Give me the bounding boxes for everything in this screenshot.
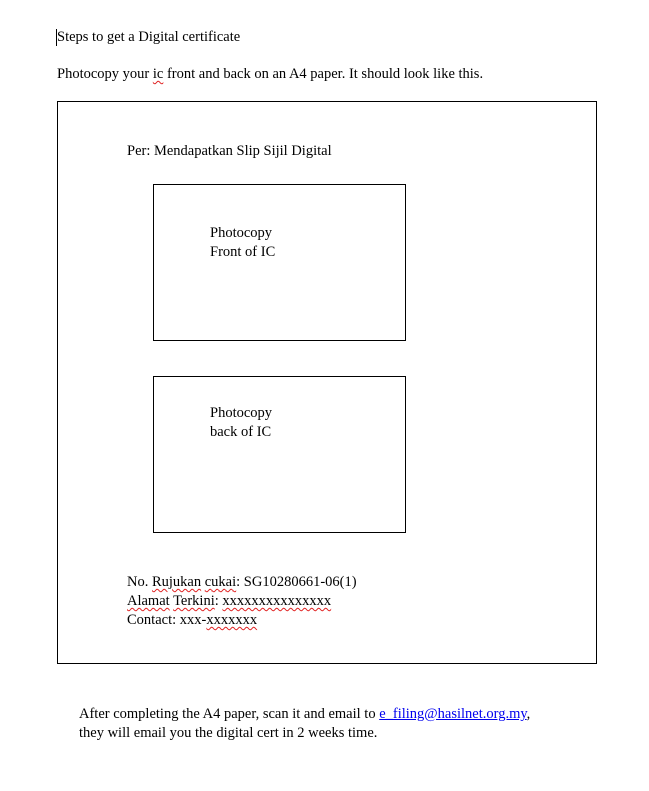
footer-text: After completing the A4 paper, scan it and email to	[79, 706, 380, 722]
back-box-line2: back of IC	[210, 424, 272, 440]
front-box-line1: Photocopy	[210, 225, 273, 241]
sample-header: Per: Mendapatkan Slip Sijil Digital	[127, 143, 332, 159]
instruction-part: front and back on an A4 paper. It should look like this.	[163, 66, 484, 82]
footer-line2: they will email you the digital cert in 2 weeks time.	[79, 725, 378, 741]
front-ic-box	[153, 184, 406, 341]
tax-ref-line	[127, 573, 357, 592]
instruction-text	[57, 65, 483, 84]
email-link[interactable]: e_filing@hasilnet.org.my	[379, 706, 527, 722]
back-ic-box	[153, 376, 406, 533]
footer-comma: ,	[526, 706, 531, 722]
spellcheck-word: ic	[152, 66, 164, 82]
contact-label: Contact: xxx-	[127, 612, 207, 628]
contact-value: xxxxxxx	[206, 612, 258, 628]
address-colon: :	[214, 593, 223, 609]
contact-line	[127, 611, 257, 630]
spellcheck-word: Rujukan	[151, 574, 202, 590]
back-box-line1: Photocopy	[210, 405, 273, 421]
front-box-line2: Front of IC	[210, 244, 276, 260]
spellcheck-word: cukai	[204, 574, 237, 590]
address-value: xxxxxxxxxxxxxxx	[222, 593, 332, 609]
tax-ref-value: : SG10280661-06(1)	[236, 574, 357, 590]
footer-line1	[79, 705, 530, 724]
tax-ref-prefix: No.	[127, 574, 152, 590]
spellcheck-word: Alamat	[127, 593, 170, 609]
address-line	[127, 592, 331, 611]
page-title: Steps to get a Digital certificate	[57, 29, 241, 45]
spellcheck-word: Terkini	[173, 593, 215, 609]
instruction-part: Photocopy your	[57, 66, 153, 82]
